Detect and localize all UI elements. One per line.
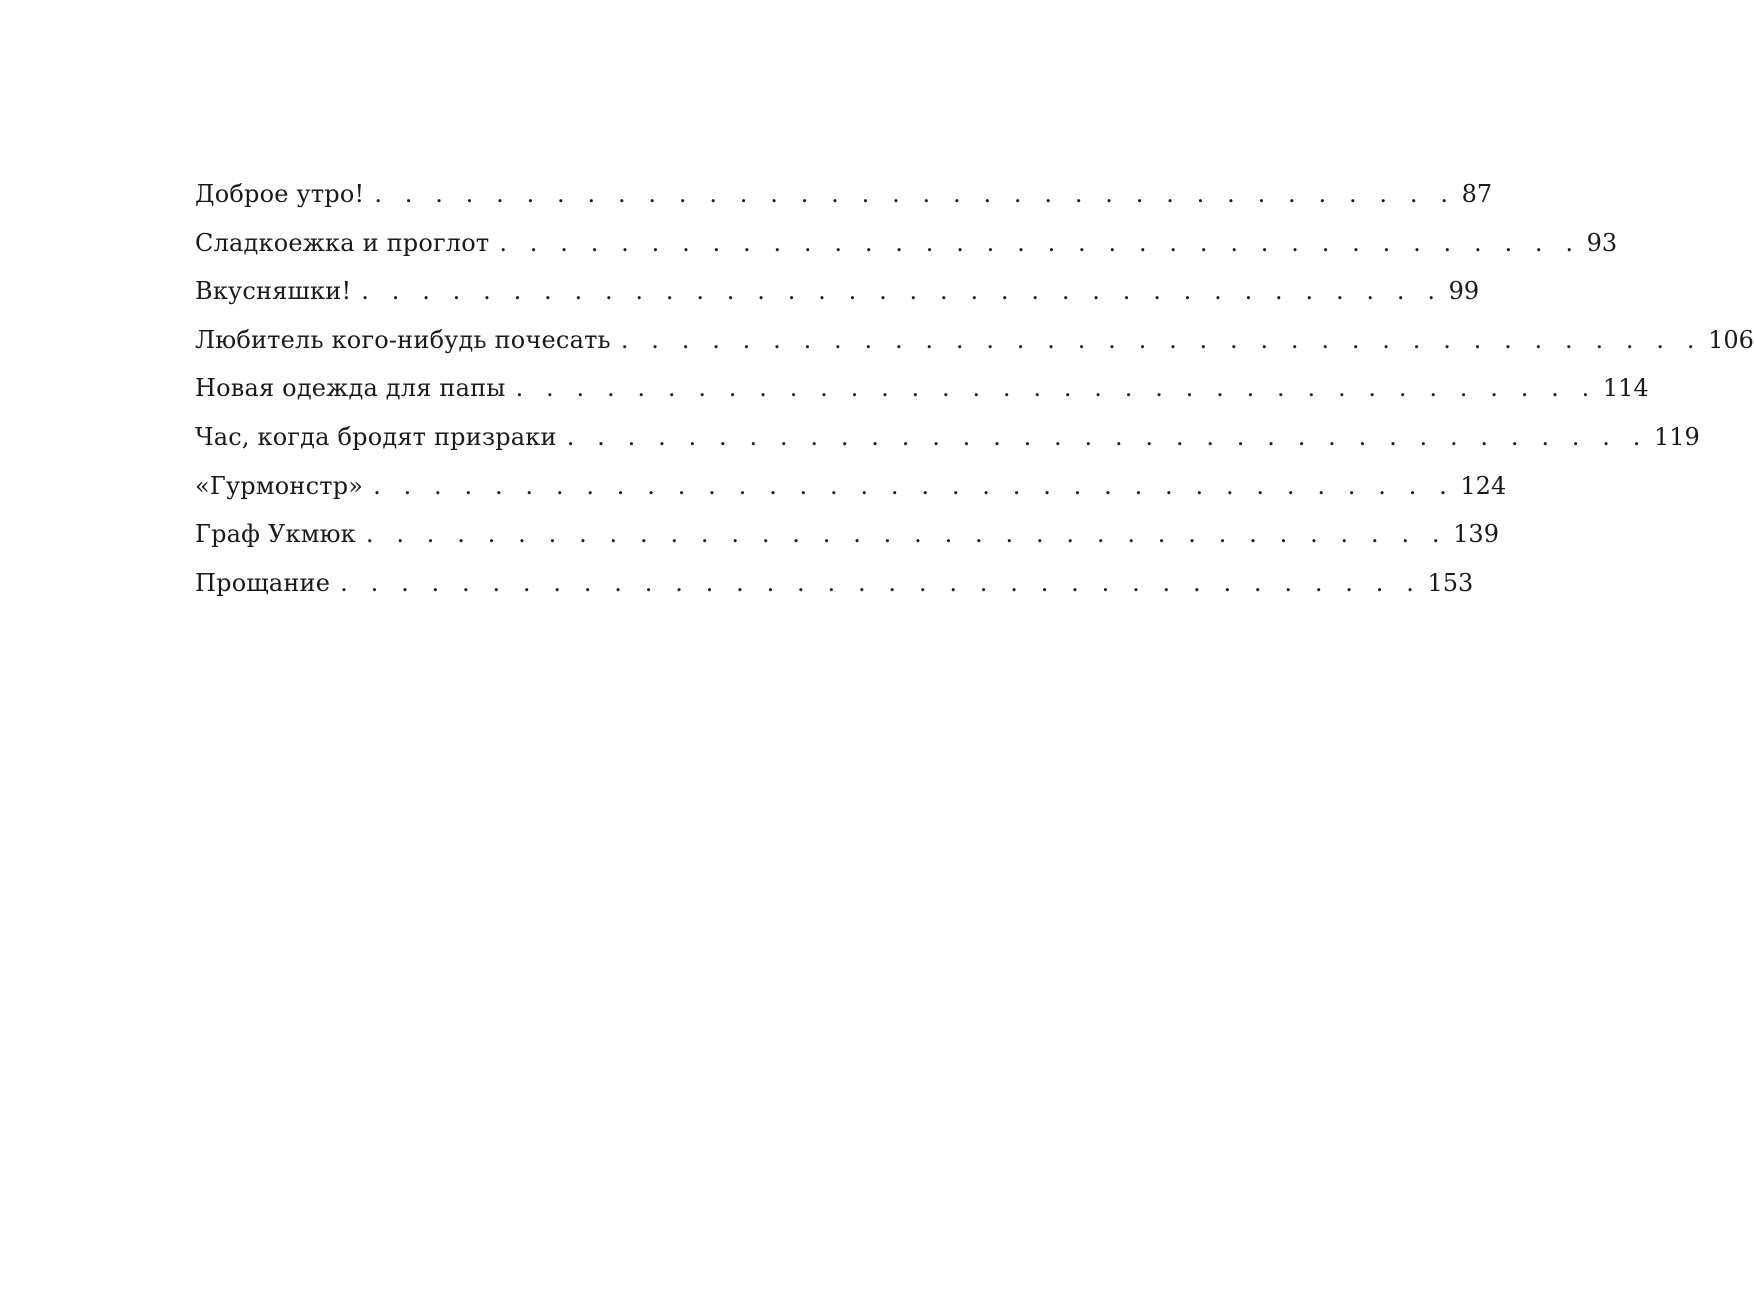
toc-entry[interactable] bbox=[195, 219, 1618, 268]
toc-entry-page: 119 bbox=[1653, 422, 1700, 451]
toc-entry[interactable] bbox=[195, 267, 1480, 316]
toc-entry-page: 124 bbox=[1460, 471, 1507, 500]
toc-entry[interactable] bbox=[195, 170, 1493, 219]
toc-entry-title: Вкусняшки! bbox=[195, 277, 352, 306]
toc-entry[interactable] bbox=[195, 413, 1700, 462]
toc-entry-page: 99 bbox=[1448, 277, 1480, 306]
toc-dot-leader: . . . . . . . . . . . . . . . . . . . . . . . . . . . . . . . . . . . . bbox=[361, 277, 1443, 306]
toc-entry-page: 139 bbox=[1453, 520, 1499, 549]
toc-entry[interactable] bbox=[195, 462, 1507, 511]
toc-entry-title: Граф Укмюк bbox=[195, 520, 356, 549]
toc-dot-leader: . . . . . . . . . . . . . . . . . . . . . . . . . . . . . . . . . . . . bbox=[515, 374, 1597, 403]
toc-dot-leader: . . . . . . . . . . . . . . . . . . . . . . . . . . . . . . . . . . . . bbox=[373, 471, 1455, 500]
toc-entry[interactable] bbox=[195, 364, 1649, 413]
toc-entry[interactable] bbox=[195, 316, 1754, 365]
toc-entry-title: Любитель кого-нибудь почесать bbox=[195, 325, 611, 354]
toc-entry-page: 106 bbox=[1708, 325, 1754, 354]
table-of-contents bbox=[195, 170, 1754, 607]
toc-dot-leader: . . . . . . . . . . . . . . . . . . . . . . . . . . . . . . . . . . . . bbox=[566, 422, 1648, 451]
toc-dot-leader: . . . . . . . . . . . . . . . . . . . . . . . . . . . . . . . . . . . . bbox=[499, 228, 1581, 257]
toc-dot-leader: . . . . . . . . . . . . . . . . . . . . . . . . . . . . . . . . . . . . bbox=[374, 180, 1456, 208]
toc-entry-title: Новая одежда для папы bbox=[195, 374, 506, 403]
toc-entry[interactable] bbox=[195, 559, 1474, 608]
toc-entry[interactable] bbox=[195, 510, 1499, 559]
toc-entry-title: Час, когда бродят призраки bbox=[195, 422, 557, 451]
toc-entry-page: 114 bbox=[1602, 374, 1649, 403]
toc-entry-title: Сладкоежка и проглот bbox=[195, 228, 490, 257]
toc-entry-title: Прощание bbox=[195, 568, 331, 597]
toc-entry-page: 93 bbox=[1586, 228, 1618, 257]
toc-entry-page: 87 bbox=[1461, 180, 1493, 208]
toc-dot-leader: . . . . . . . . . . . . . . . . . . . . . . . . . . . . . . . . . . . . bbox=[620, 325, 1703, 354]
toc-dot-leader: . . . . . . . . . . . . . . . . . . . . . . . . . . . . . . . . . . . . bbox=[340, 568, 1422, 597]
toc-entry-title: «Гурмонстр» bbox=[195, 471, 364, 500]
toc-entry-title: Доброе утро! bbox=[195, 180, 365, 208]
toc-entry-page: 153 bbox=[1427, 568, 1474, 597]
toc-dot-leader: . . . . . . . . . . . . . . . . . . . . . . . . . . . . . . . . . . . . bbox=[365, 520, 1448, 549]
